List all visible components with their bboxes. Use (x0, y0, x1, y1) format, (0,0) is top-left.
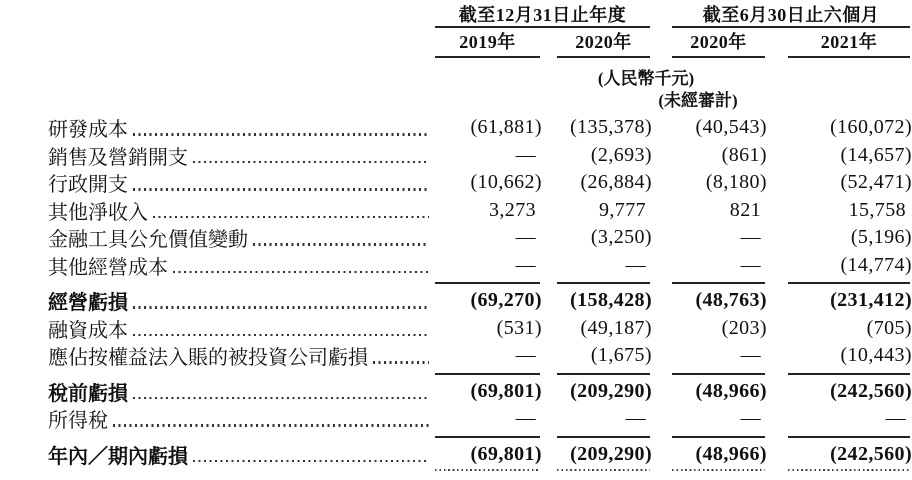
row-label: 行政開支 (30, 169, 435, 197)
value-cell: — (625, 253, 646, 276)
value-cell: (135,378) (570, 116, 652, 139)
value-cell: (531) (496, 316, 542, 339)
value-cell: (5,196) (850, 226, 912, 249)
period-group-header-six-months: 截至6月30日止六個月 (702, 5, 880, 25)
dot-leader (133, 397, 429, 399)
value-cell: (8,180) (705, 171, 767, 194)
value-cell: (209,290) (570, 379, 652, 402)
value-cell: (1,675) (590, 344, 652, 367)
value-cell: (49,187) (580, 316, 652, 339)
sum-rule (435, 436, 540, 438)
value-cell: — (515, 344, 536, 367)
table-row-loss-for-period (30, 441, 910, 469)
value-cell: (10,443) (840, 344, 912, 367)
subtotal-rule-row (30, 279, 910, 287)
value-cell: — (515, 253, 536, 276)
final-dotted-rule (557, 469, 650, 471)
value-cell: (231,412) (830, 289, 912, 312)
sum-rule (557, 436, 650, 438)
final-dotted-rule (788, 469, 910, 471)
table-body (30, 114, 910, 472)
value-cell: (61,881) (470, 116, 542, 139)
dot-leader (153, 216, 429, 218)
sum-rule (557, 282, 650, 284)
value-cell: — (515, 226, 536, 249)
row-label: 研發成本 (30, 114, 435, 142)
year-column-header-2020: 2020年 (575, 32, 632, 52)
value-cell: (26,884) (580, 171, 652, 194)
value-cell: — (740, 253, 761, 276)
row-label: 所得稅 (30, 405, 435, 433)
sum-rule (788, 282, 910, 284)
currency-unit-note: (人民幣千元) (597, 69, 695, 88)
value-cell: (14,774) (840, 253, 912, 276)
value-cell: (861) (721, 143, 767, 166)
dot-leader (193, 460, 429, 462)
final-dotted-rule-row (30, 468, 910, 472)
value-cell: 3,273 (489, 198, 536, 221)
table-row-income-tax (30, 405, 910, 433)
table-row-rd-costs (30, 114, 910, 142)
row-label: 銷售及營銷開支 (30, 142, 435, 170)
value-cell: (10,662) (470, 171, 542, 194)
table-row-fair-value-changes (30, 224, 910, 252)
value-cell: (48,966) (695, 442, 767, 465)
group-header-rule (435, 26, 650, 28)
value-cell: (242,560) (830, 379, 912, 402)
value-cell: — (740, 407, 761, 430)
value-cell: (158,428) (570, 289, 652, 312)
sum-rule (435, 282, 540, 284)
unaudited-note: (未經審計) (658, 91, 738, 110)
period-group-header-annual: 截至12月31日止年度 (458, 5, 627, 25)
final-dotted-rule (435, 469, 540, 471)
value-cell: (160,072) (830, 116, 912, 139)
year-column-header-2019: 2019年 (459, 32, 516, 52)
value-cell: (52,471) (840, 171, 912, 194)
value-cell: — (515, 407, 536, 430)
value-cell: — (625, 407, 646, 430)
value-cell: (203) (721, 316, 767, 339)
value-cell: (3,250) (590, 226, 652, 249)
table-row-loss-before-tax (30, 378, 910, 406)
dot-leader (133, 188, 429, 190)
value-cell: 15,758 (848, 198, 906, 221)
value-cell: — (740, 344, 761, 367)
value-cell: (40,543) (695, 116, 767, 139)
sum-rule (672, 436, 765, 438)
year-header-rule (435, 56, 540, 58)
year-column-header-2020-interim: 2020年 (690, 32, 747, 52)
year-header-rule (788, 56, 910, 58)
year-column-header-2021-interim: 2021年 (820, 32, 878, 52)
value-cell: — (885, 407, 906, 430)
row-label: 稅前虧損 (30, 378, 435, 406)
dot-leader (133, 133, 429, 135)
table-row-operating-loss (30, 287, 910, 315)
table-row-finance-costs (30, 315, 910, 343)
total-rule-row (30, 433, 910, 441)
dot-leader (113, 424, 429, 426)
sum-rule (557, 373, 650, 375)
dot-leader (173, 271, 429, 273)
sum-rule (435, 373, 540, 375)
value-cell: (14,657) (840, 143, 912, 166)
group-header-rule (672, 26, 910, 28)
value-cell: — (740, 226, 761, 249)
row-label: 金融工具公允價值變動 (30, 224, 435, 252)
value-cell: (69,801) (470, 442, 542, 465)
value-cell: (242,560) (830, 442, 912, 465)
row-label: 其他淨收入 (30, 197, 435, 225)
subtotal-rule-row (30, 370, 910, 378)
year-header-rule (672, 56, 765, 58)
row-label: 融資成本 (30, 315, 435, 343)
sum-rule (672, 373, 765, 375)
sum-rule (672, 282, 765, 284)
year-header-rule (557, 56, 650, 58)
row-label: 經營虧損 (30, 287, 435, 315)
table-row-other-operating-costs (30, 252, 910, 280)
table-row-other-net-income (30, 197, 910, 225)
value-cell: (2,693) (590, 143, 652, 166)
sum-rule (788, 373, 910, 375)
table-row-selling-marketing (30, 142, 910, 170)
value-cell: 9,777 (599, 198, 646, 221)
row-label: 年內／期內虧損 (30, 441, 435, 469)
dot-leader (133, 334, 429, 336)
row-label: 其他經營成本 (30, 252, 435, 280)
value-cell: (69,801) (470, 379, 542, 402)
value-cell: (705) (866, 316, 912, 339)
value-cell: (209,290) (570, 442, 652, 465)
sum-rule (788, 436, 910, 438)
value-cell: (48,763) (695, 289, 767, 312)
value-cell: (69,270) (470, 289, 542, 312)
dot-leader (133, 306, 429, 308)
final-dotted-rule (672, 469, 765, 471)
dot-leader (193, 161, 429, 163)
dot-leader (253, 243, 429, 245)
table-row-share-of-investee-losses (30, 342, 910, 370)
value-cell: (48,966) (695, 379, 767, 402)
table-row-admin-expenses (30, 169, 910, 197)
row-label: 應佔按權益法入賬的被投資公司虧損 (30, 342, 435, 370)
value-cell: — (515, 143, 536, 166)
value-cell: 821 (729, 198, 761, 221)
dot-leader (373, 361, 429, 363)
